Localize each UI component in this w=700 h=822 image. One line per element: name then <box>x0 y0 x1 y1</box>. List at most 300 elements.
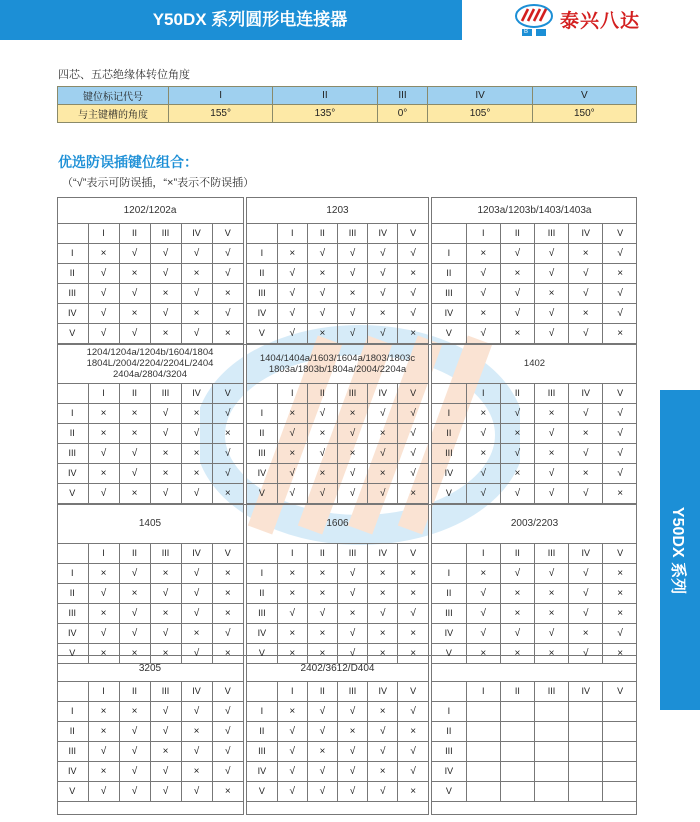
combination-cell: √ <box>181 484 212 504</box>
combination-cell: × <box>569 244 603 264</box>
combination-cell: √ <box>88 742 119 762</box>
combination-cell: × <box>368 644 398 664</box>
corner-cell <box>247 544 277 564</box>
combination-cell: √ <box>500 624 534 644</box>
combination-row <box>432 624 637 644</box>
combination-cell: √ <box>337 702 367 722</box>
combination-cell: × <box>398 484 428 504</box>
row-header: I <box>247 244 277 264</box>
corner-cell <box>432 224 466 244</box>
combination-cell: √ <box>181 424 212 444</box>
combination-cell: × <box>500 264 534 284</box>
combination-cell: × <box>88 644 119 664</box>
combination-cell: √ <box>277 284 307 304</box>
row-header: I <box>247 702 277 722</box>
column-header: V <box>603 544 637 564</box>
combination-row <box>247 564 428 584</box>
combination-cell: √ <box>307 444 337 464</box>
combination-cell: × <box>150 324 181 344</box>
combination-cell: × <box>337 722 367 742</box>
preferred-title: 优选防误插键位组合： <box>58 154 198 170</box>
combination-cell: × <box>500 604 534 624</box>
combination-cell: √ <box>150 782 181 802</box>
combination-title: 1405 <box>57 504 243 544</box>
combination-cell: √ <box>603 284 637 304</box>
row-header: II <box>57 584 88 604</box>
combination-row <box>247 782 428 802</box>
combination-table <box>247 504 428 664</box>
combination-cell: √ <box>181 244 212 264</box>
combination-row <box>57 782 243 802</box>
combination-cell: √ <box>307 304 337 324</box>
combination-cell: √ <box>181 742 212 762</box>
combination-cell: × <box>88 464 119 484</box>
combination-cell: × <box>534 444 568 464</box>
combination-cell: √ <box>337 424 367 444</box>
row-header: I <box>432 244 466 264</box>
combination-cell: √ <box>277 782 307 802</box>
combination-cell: √ <box>337 584 367 604</box>
combination-cell: × <box>368 424 398 444</box>
combination-cell: × <box>88 604 119 624</box>
combination-cell: √ <box>212 464 243 484</box>
row-header: IV <box>247 304 277 324</box>
combination-cell: √ <box>307 762 337 782</box>
corner-cell <box>57 384 88 404</box>
combination-cell: √ <box>277 722 307 742</box>
combination-row <box>432 702 637 722</box>
column-header: III <box>337 384 367 404</box>
combination-cell: √ <box>500 284 534 304</box>
row-header: III <box>57 742 88 762</box>
combination-cell: √ <box>307 702 337 722</box>
combination-cell: √ <box>119 564 150 584</box>
combination-row <box>57 484 243 504</box>
combination-cell: × <box>307 584 337 604</box>
combination-cell: √ <box>534 484 568 504</box>
row-header: III <box>247 742 277 762</box>
column-header: II <box>500 544 534 564</box>
combination-row <box>57 564 243 584</box>
combination-cell: √ <box>307 244 337 264</box>
row-header: IV <box>57 762 88 782</box>
combination-cell: × <box>88 244 119 264</box>
combination-cell: × <box>212 782 243 802</box>
combination-cell <box>534 702 568 722</box>
angle-value: 105° <box>428 105 532 123</box>
combination-cell <box>500 762 534 782</box>
combination-title: 1606 <box>247 504 428 544</box>
column-header: II <box>307 384 337 404</box>
combination-cell: √ <box>603 424 637 444</box>
combination-cell: × <box>337 604 367 624</box>
combination-cell: √ <box>181 584 212 604</box>
combination-cell: √ <box>398 444 428 464</box>
combination-cell: × <box>88 722 119 742</box>
combination-cell: √ <box>466 264 500 284</box>
column-header: I <box>277 682 307 702</box>
combination-title <box>432 655 637 682</box>
combination-cell: √ <box>569 284 603 304</box>
combination-table <box>432 197 637 344</box>
combination-cell: × <box>277 564 307 584</box>
combination-cell: × <box>277 444 307 464</box>
column-header: II <box>500 384 534 404</box>
combination-cell: √ <box>534 464 568 484</box>
row-header: II <box>432 584 466 604</box>
row-header: II <box>247 584 277 604</box>
row-header: III <box>57 604 88 624</box>
combination-cell <box>603 782 637 802</box>
column-header: I <box>466 224 500 244</box>
combination-row <box>432 404 637 424</box>
row-header: III <box>432 444 466 464</box>
combination-cell: √ <box>119 444 150 464</box>
combination-cell: × <box>212 644 243 664</box>
corner-cell <box>247 384 277 404</box>
combination-title: 3205 <box>57 655 243 682</box>
row-header: I <box>247 404 277 424</box>
row-header: IV <box>432 304 466 324</box>
combination-table <box>432 655 637 802</box>
combination-cell: √ <box>277 604 307 624</box>
combination-cell <box>466 762 500 782</box>
combination-cell: × <box>534 584 568 604</box>
combination-row <box>57 264 243 284</box>
combination-table <box>247 344 428 504</box>
combination-cell: √ <box>119 762 150 782</box>
combination-row <box>432 604 637 624</box>
combination-title: 1404/1404a/1603/1604a/1803/1803c 1803a/1803b/1804a/2004/2204a <box>247 344 428 384</box>
combination-cell: √ <box>150 484 181 504</box>
combination-row <box>432 722 637 742</box>
combination-cell: √ <box>212 404 243 424</box>
angle-value: 155° <box>169 105 273 123</box>
angle-code-row <box>58 87 637 105</box>
combination-cell: × <box>466 244 500 264</box>
combination-cell: √ <box>368 244 398 264</box>
combination-cell: √ <box>277 762 307 782</box>
combination-cell: × <box>181 404 212 424</box>
column-header: II <box>307 224 337 244</box>
combination-cell: × <box>181 762 212 782</box>
angle-code: IV <box>428 87 532 105</box>
combination-cell: √ <box>368 324 398 344</box>
corner-cell <box>57 544 88 564</box>
combination-cell: × <box>500 324 534 344</box>
combination-cell: √ <box>603 304 637 324</box>
row-header: V <box>247 782 277 802</box>
combination-cell <box>466 742 500 762</box>
combination-cell: √ <box>398 464 428 484</box>
row-header: II <box>247 424 277 444</box>
combination-row <box>57 444 243 464</box>
combination-cell: × <box>150 564 181 584</box>
combination-cell: √ <box>150 424 181 444</box>
combination-row <box>57 304 243 324</box>
combination-cell: √ <box>398 304 428 324</box>
combination-cell <box>603 702 637 722</box>
row-header: V <box>57 324 88 344</box>
combination-cell: √ <box>337 564 367 584</box>
column-header: I <box>88 224 119 244</box>
combination-cell: × <box>119 404 150 424</box>
combination-cell: √ <box>150 762 181 782</box>
combination-cell <box>534 762 568 782</box>
combination-cell <box>569 762 603 782</box>
angle-code: V <box>532 87 636 105</box>
combination-row <box>247 424 428 444</box>
combination-cell: √ <box>181 284 212 304</box>
row-header: II <box>247 722 277 742</box>
row-header: III <box>57 444 88 464</box>
row-header: IV <box>247 464 277 484</box>
brand-name: 泰兴八达 <box>560 11 641 32</box>
combination-cell: × <box>569 304 603 324</box>
combination-row <box>247 742 428 762</box>
combination-cell <box>534 742 568 762</box>
column-header: I <box>277 544 307 564</box>
combination-cell <box>569 702 603 722</box>
combination-title: 1402 <box>432 344 637 384</box>
column-header: V <box>398 682 428 702</box>
combination-cell: × <box>181 464 212 484</box>
combination-cell: × <box>603 264 637 284</box>
combination-cell: × <box>212 564 243 584</box>
combination-table <box>247 197 428 344</box>
combination-cell: × <box>603 324 637 344</box>
combination-cell: × <box>307 742 337 762</box>
combination-cell: × <box>88 564 119 584</box>
combination-cell: √ <box>398 762 428 782</box>
combination-cell: √ <box>500 484 534 504</box>
row-header: V <box>247 324 277 344</box>
combination-cell: × <box>212 424 243 444</box>
combination-cell: √ <box>88 782 119 802</box>
combination-cell: √ <box>119 604 150 624</box>
sidebar-label: Y50DX 系列 <box>669 506 687 594</box>
combination-cell: × <box>500 644 534 664</box>
combination-cell: √ <box>569 444 603 464</box>
combination-cell <box>569 742 603 762</box>
combination-cell: × <box>181 304 212 324</box>
combination-cell: × <box>466 304 500 324</box>
combination-row <box>247 244 428 264</box>
row-header: II <box>57 264 88 284</box>
combination-table <box>57 344 243 504</box>
combination-cell: √ <box>337 324 367 344</box>
column-header: IV <box>181 544 212 564</box>
row-header: I <box>247 564 277 584</box>
combination-cell: √ <box>368 264 398 284</box>
combination-cell: × <box>337 444 367 464</box>
combination-cell: √ <box>534 324 568 344</box>
combination-cell: × <box>368 304 398 324</box>
combination-cell <box>534 782 568 802</box>
combination-cell: × <box>119 484 150 504</box>
combination-cell: √ <box>398 284 428 304</box>
combination-row <box>432 444 637 464</box>
combination-cell <box>534 722 568 742</box>
combination-cell: × <box>466 644 500 664</box>
row-header: III <box>432 742 466 762</box>
page-title: Y50DX 系列圆形电连接器 <box>152 10 348 29</box>
combination-cell: × <box>307 424 337 444</box>
combination-cell: √ <box>150 404 181 424</box>
column-header: IV <box>569 544 603 564</box>
combination-row <box>57 702 243 722</box>
combination-cell: × <box>500 584 534 604</box>
combination-cell: √ <box>150 624 181 644</box>
combination-cell: × <box>277 644 307 664</box>
combination-cell: √ <box>181 702 212 722</box>
column-header: III <box>534 544 568 564</box>
combination-cell: × <box>534 604 568 624</box>
combination-cell <box>466 782 500 802</box>
combination-cell: × <box>466 404 500 424</box>
corner-cell <box>57 682 88 702</box>
row-header: IV <box>432 624 466 644</box>
column-header: V <box>212 682 243 702</box>
combination-cell: × <box>119 644 150 664</box>
combination-cell: √ <box>277 484 307 504</box>
column-header: III <box>150 682 181 702</box>
column-header: V <box>398 544 428 564</box>
row-header: V <box>432 782 466 802</box>
column-header: IV <box>181 682 212 702</box>
combination-row <box>247 324 428 344</box>
combination-cell: √ <box>337 782 367 802</box>
corner-cell <box>57 224 88 244</box>
combination-row <box>247 604 428 624</box>
combination-cell: √ <box>569 644 603 664</box>
row-header: III <box>247 604 277 624</box>
column-header: IV <box>368 224 398 244</box>
combination-cell: √ <box>119 782 150 802</box>
combination-cell: √ <box>534 304 568 324</box>
row-header: V <box>432 644 466 664</box>
combination-cell: √ <box>368 742 398 762</box>
combination-cell: √ <box>88 484 119 504</box>
combination-cell: √ <box>500 444 534 464</box>
row-header: V <box>247 484 277 504</box>
combination-cell: √ <box>88 624 119 644</box>
combination-cell: × <box>150 742 181 762</box>
combination-cell: √ <box>569 484 603 504</box>
combination-cell: √ <box>466 284 500 304</box>
combination-row <box>432 484 637 504</box>
combination-cell: × <box>398 264 428 284</box>
combination-cell: √ <box>212 444 243 464</box>
combination-cell: × <box>212 324 243 344</box>
combination-row <box>57 762 243 782</box>
combination-row <box>247 484 428 504</box>
column-header: V <box>212 384 243 404</box>
column-header: I <box>88 384 119 404</box>
combination-cell: √ <box>337 244 367 264</box>
combination-row <box>57 284 243 304</box>
corner-cell <box>247 224 277 244</box>
combination-cell: √ <box>119 464 150 484</box>
combination-cell: × <box>569 424 603 444</box>
combination-cell: √ <box>500 244 534 264</box>
combination-cell: √ <box>212 762 243 782</box>
row-header: I <box>432 564 466 584</box>
combination-cell: √ <box>212 244 243 264</box>
column-header: I <box>277 224 307 244</box>
column-header: III <box>534 384 568 404</box>
angle-row2-label: 与主键槽的角度 <box>58 105 169 123</box>
combination-cell: × <box>181 624 212 644</box>
angle-value: 0° <box>377 105 428 123</box>
row-header: IV <box>432 762 466 782</box>
column-header: I <box>88 682 119 702</box>
combination-cell: × <box>119 424 150 444</box>
combination-cell: × <box>307 644 337 664</box>
row-header: IV <box>432 464 466 484</box>
combination-row <box>57 604 243 624</box>
row-header: I <box>57 244 88 264</box>
column-header: III <box>534 224 568 244</box>
combination-cell: √ <box>88 324 119 344</box>
row-header: IV <box>247 624 277 644</box>
combination-cell: √ <box>466 464 500 484</box>
combination-cell: × <box>307 624 337 644</box>
corner-cell <box>247 682 277 702</box>
row-header: III <box>247 284 277 304</box>
combination-cell: √ <box>569 324 603 344</box>
row-header: III <box>57 284 88 304</box>
combination-cell: × <box>398 722 428 742</box>
combination-cell: √ <box>212 742 243 762</box>
combination-cell: √ <box>466 604 500 624</box>
combination-cell: × <box>569 624 603 644</box>
row-header: V <box>57 644 88 664</box>
angle-table <box>57 86 637 123</box>
combination-table <box>57 655 243 802</box>
combination-cell: √ <box>368 404 398 424</box>
column-header: I <box>277 384 307 404</box>
combination-cell: √ <box>150 244 181 264</box>
column-header: V <box>398 224 428 244</box>
combination-cell: × <box>181 264 212 284</box>
combination-cell: × <box>88 424 119 444</box>
row-header: II <box>57 722 88 742</box>
combination-cell: √ <box>119 722 150 742</box>
column-header: IV <box>569 224 603 244</box>
combination-cell: × <box>88 702 119 722</box>
column-header: V <box>212 544 243 564</box>
combination-cell: × <box>603 584 637 604</box>
combination-cell: √ <box>337 464 367 484</box>
combination-cell: √ <box>569 264 603 284</box>
combination-cell: √ <box>466 324 500 344</box>
combination-cell: √ <box>88 444 119 464</box>
corner-cell <box>432 384 466 404</box>
combination-row <box>57 722 243 742</box>
series-sidebar <box>660 390 700 710</box>
combination-row <box>432 324 637 344</box>
row-header: II <box>247 264 277 284</box>
combination-row <box>247 444 428 464</box>
column-header: IV <box>181 224 212 244</box>
combination-cell: √ <box>277 304 307 324</box>
angle-code: I <box>169 87 273 105</box>
combination-cell: × <box>212 584 243 604</box>
column-header: IV <box>569 384 603 404</box>
combination-cell: √ <box>277 324 307 344</box>
combination-cell: √ <box>368 444 398 464</box>
